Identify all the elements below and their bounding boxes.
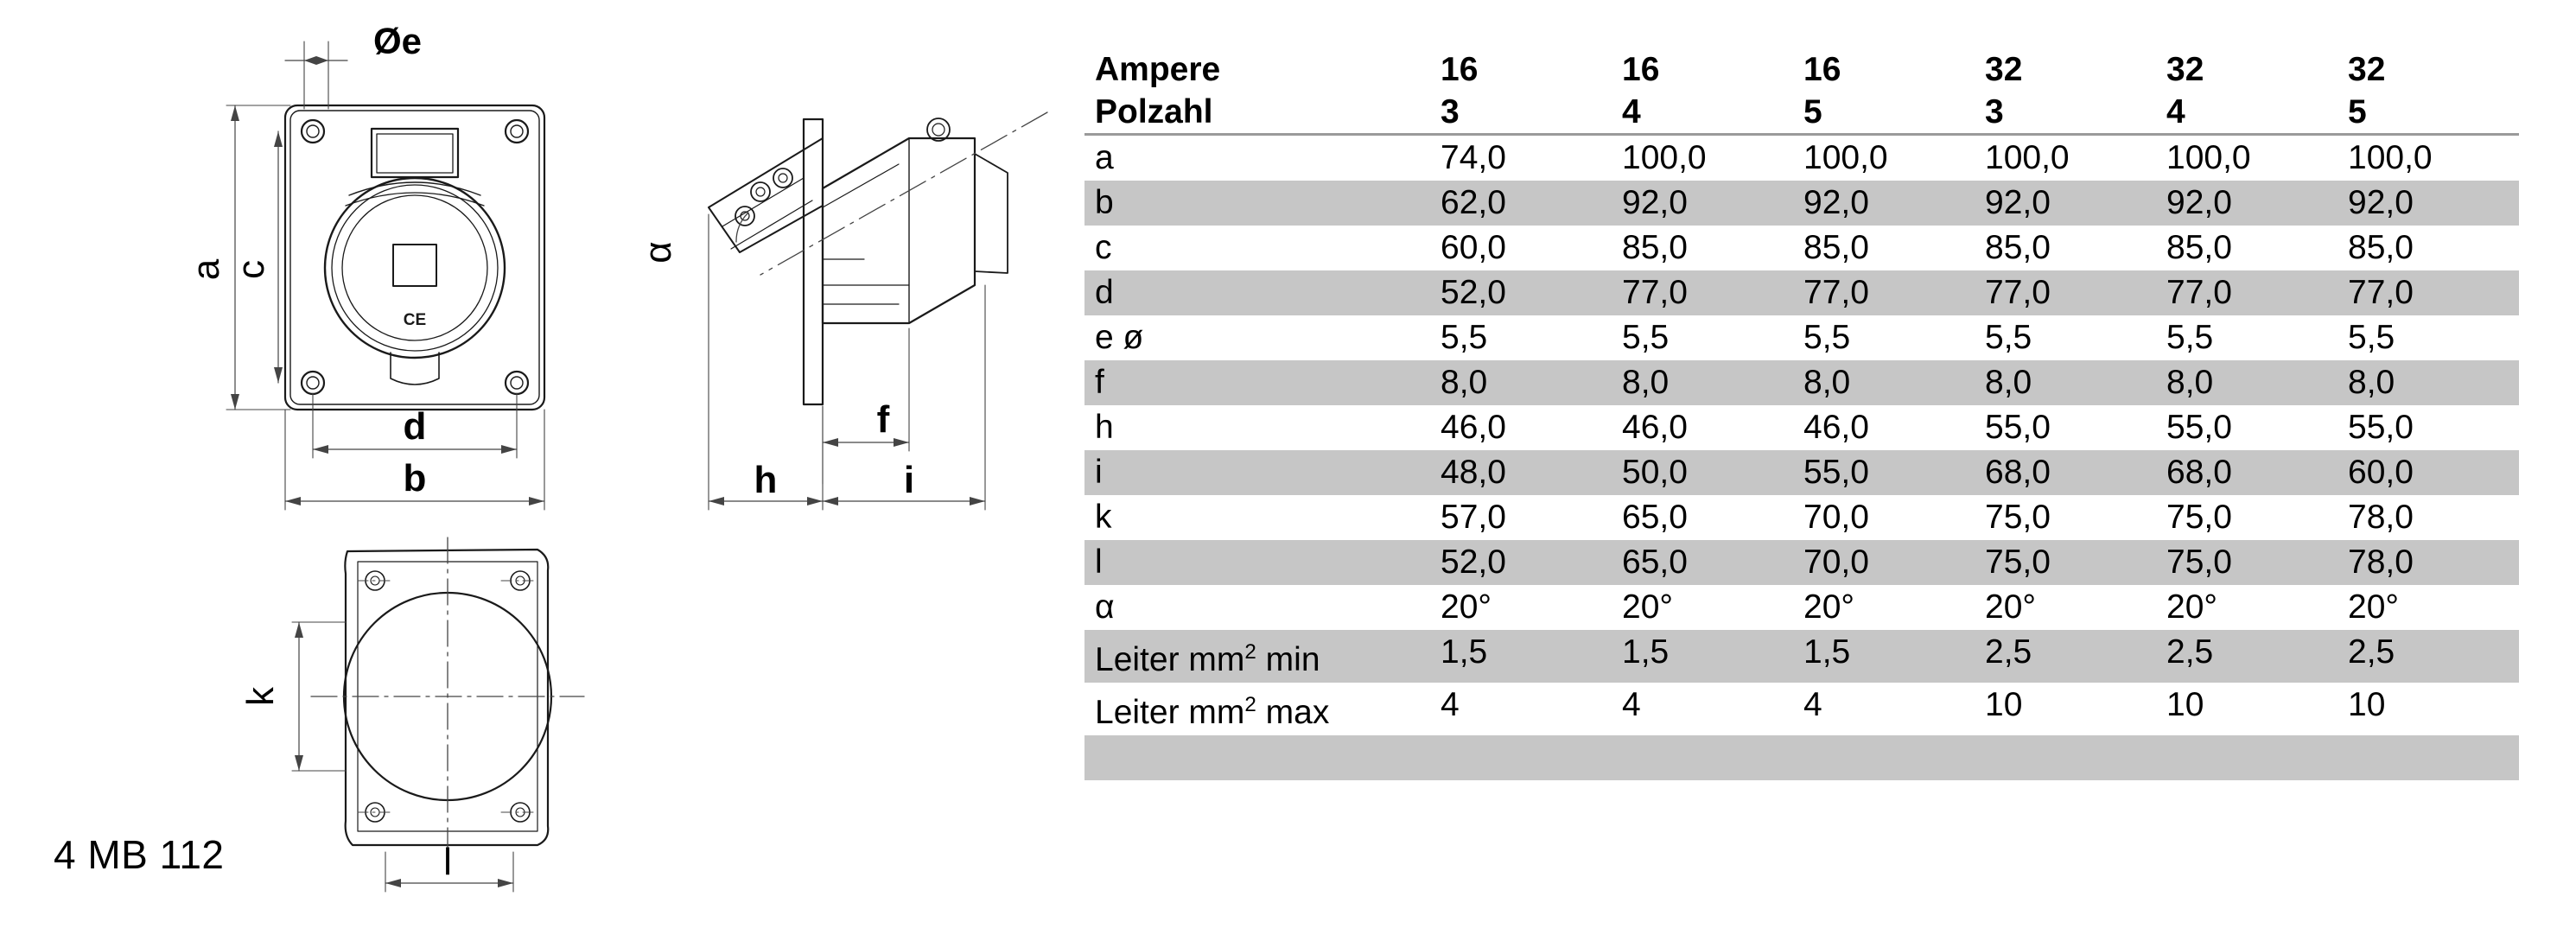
cell-value: 5,5 [1622,319,1670,356]
cell-value: 85,0 [2166,229,2232,266]
table-header [1084,48,2519,135]
header-row-polzahl [1084,91,2519,135]
cell-value: 68,0 [1975,450,2156,495]
cell-value [2337,735,2519,780]
cell-value: 46,0 [1622,409,1688,446]
cell-value: 62,0 [1430,181,1612,226]
cell-value: 10 [1985,686,2023,723]
cell-value: 65,0 [1622,499,1688,536]
cell-value [2156,735,2337,780]
cell-value: 5,5 [1441,319,1488,356]
table-row [1084,181,2519,226]
header-polzahl-5: 5 [2337,91,2519,135]
row-label: Leiter $mm^2$ max [1095,693,1330,731]
cell-value: 85,0 [1985,229,2051,266]
part-number: 4 MB 112 [54,832,225,877]
cell-value: 8,0 [1612,360,1793,405]
table-row [1084,360,2519,405]
row-label: h [1095,409,1114,446]
cell-value: 70,0 [1793,540,1975,585]
cell-value: 77,0 [1793,270,1975,315]
cell-value: 5,5 [2348,319,2395,356]
table-row [1084,226,2519,270]
row-label: f [1084,360,1430,405]
cell-value: 65,0 [1612,540,1793,585]
header-polzahl-0: 3 [1430,91,1612,135]
cell-value: 48,0 [1430,450,1612,495]
cell-value [1430,735,1612,780]
table-row [1084,135,2519,181]
row-label: i [1084,450,1430,495]
cell-value: 75,0 [2156,540,2337,585]
cell-value: 2,5 [2337,630,2519,683]
row-label [1084,735,1430,780]
table-row [1084,405,2519,450]
header-polzahl-3: 3 [1975,91,2156,135]
cell-value: 20° [1985,588,2036,626]
dim-label-d: d [403,405,427,448]
dim-label-alpha: α [637,241,679,264]
row-label: a [1095,139,1114,176]
row-label: α [1095,588,1115,626]
cell-value: 52,0 [1430,540,1612,585]
cell-value: 85,0 [1803,229,1869,266]
cell-value: 55,0 [1985,409,2051,446]
header-ampere-1: 16 [1622,51,1660,88]
cell-value: 92,0 [2337,181,2519,226]
table-row [1084,270,2519,315]
cell-value: 100,0 [2348,139,2433,176]
header-label-ampere: Ampere [1095,51,1221,88]
header-label-polzahl: Polzahl [1084,91,1430,135]
cell-value: 5,5 [1985,319,2032,356]
cell-value: 10 [2166,686,2204,723]
cell-value: 74,0 [1441,139,1506,176]
cell-value: 92,0 [1612,181,1793,226]
row-label: k [1095,499,1112,536]
cell-value: 55,0 [2348,409,2414,446]
cell-value: 46,0 [1441,409,1506,446]
cell-value: 55,0 [1793,450,1975,495]
dim-label-l: l [443,841,452,883]
dim-label-b: b [403,457,427,499]
cell-value: 100,0 [1622,139,1707,176]
cell-value: 20° [1803,588,1854,626]
cell-value: 50,0 [1612,450,1793,495]
cell-value: 78,0 [2337,540,2519,585]
table-row [1084,735,2519,780]
cell-value: 100,0 [1803,139,1888,176]
cell-value: 75,0 [1975,540,2156,585]
row-label: b [1084,181,1430,226]
cell-value: 20° [2348,588,2399,626]
cell-value: 2,5 [1975,630,2156,683]
dim-label-a: a [185,258,227,281]
cell-value: 8,0 [1793,360,1975,405]
table-row [1084,540,2519,585]
cell-value: 1,5 [1430,630,1612,683]
cell-value: 100,0 [1985,139,2070,176]
cell-value: 1,5 [1612,630,1793,683]
cell-value: 77,0 [1612,270,1793,315]
cell-value: 75,0 [1985,499,2051,536]
table-row [1084,630,2519,683]
dim-label-diameter-e: Øe [372,21,423,61]
cell-value: 8,0 [2156,360,2337,405]
cell-value: 60,0 [2337,450,2519,495]
dim-label-i: i [903,459,915,501]
cell-value: 92,0 [2156,181,2337,226]
header-polzahl-1: 4 [1612,91,1793,135]
dim-label-c: c [230,260,272,279]
header-ampere-4: 32 [2166,51,2204,88]
cell-value: 5,5 [1803,319,1851,356]
table-row [1084,585,2519,630]
specification-table [1084,48,2554,780]
cell-value: 8,0 [1975,360,2156,405]
header-polzahl-2: 5 [1793,91,1975,135]
cell-value: 60,0 [1441,229,1506,266]
cell-value: 8,0 [1430,360,1612,405]
cell-value: 100,0 [2166,139,2251,176]
header-ampere-2: 16 [1803,51,1841,88]
cell-value: 78,0 [2348,499,2414,536]
dim-label-f: f [876,398,890,441]
cell-value: 70,0 [1803,499,1869,536]
cell-value: 4 [1441,686,1460,723]
cell-value: 4 [1803,686,1822,723]
cell-value [1975,735,2156,780]
cell-value: 10 [2348,686,2386,723]
table-row [1084,495,2519,540]
row-label: Leiter $mm^2$ min [1084,630,1430,683]
ce-mark-label: CE [403,311,427,329]
cell-value: 77,0 [1975,270,2156,315]
cell-value: 5,5 [2166,319,2214,356]
cell-value: 1,5 [1793,630,1975,683]
cell-value: 20° [1441,588,1492,626]
header-polzahl-4: 4 [2156,91,2337,135]
cell-value: 4 [1622,686,1641,723]
cell-value: 46,0 [1803,409,1869,446]
dim-label-k: k [239,687,282,706]
table-row [1084,450,2519,495]
cell-value: 55,0 [2166,409,2232,446]
cell-value [1612,735,1793,780]
header-ampere-5: 32 [2348,51,2386,88]
cell-value: 20° [2166,588,2217,626]
table-body [1084,135,2519,781]
cell-value: 75,0 [2166,499,2232,536]
cell-value: 85,0 [1622,229,1688,266]
row-label: d [1084,270,1430,315]
row-label: e ø [1095,319,1144,356]
cell-value: 77,0 [2156,270,2337,315]
cell-value: 2,5 [2156,630,2337,683]
cell-value: 77,0 [2337,270,2519,315]
cell-value: 8,0 [2337,360,2519,405]
header-ampere-0: 16 [1441,51,1479,88]
table-row [1084,315,2519,360]
row-label: l [1084,540,1430,585]
cell-value: 85,0 [2348,229,2414,266]
technical-drawing [0,0,1072,941]
cell-value: 20° [1622,588,1673,626]
cell-value: 52,0 [1430,270,1612,315]
dim-label-h: h [754,459,778,501]
header-ampere-3: 32 [1985,51,2023,88]
cell-value: 92,0 [1793,181,1975,226]
cell-value: 68,0 [2156,450,2337,495]
cell-value: 92,0 [1975,181,2156,226]
table-row [1084,683,2519,735]
cell-value: 57,0 [1441,499,1506,536]
header-row-ampere [1084,48,2519,91]
cell-value [1793,735,1975,780]
row-label: c [1095,229,1112,266]
